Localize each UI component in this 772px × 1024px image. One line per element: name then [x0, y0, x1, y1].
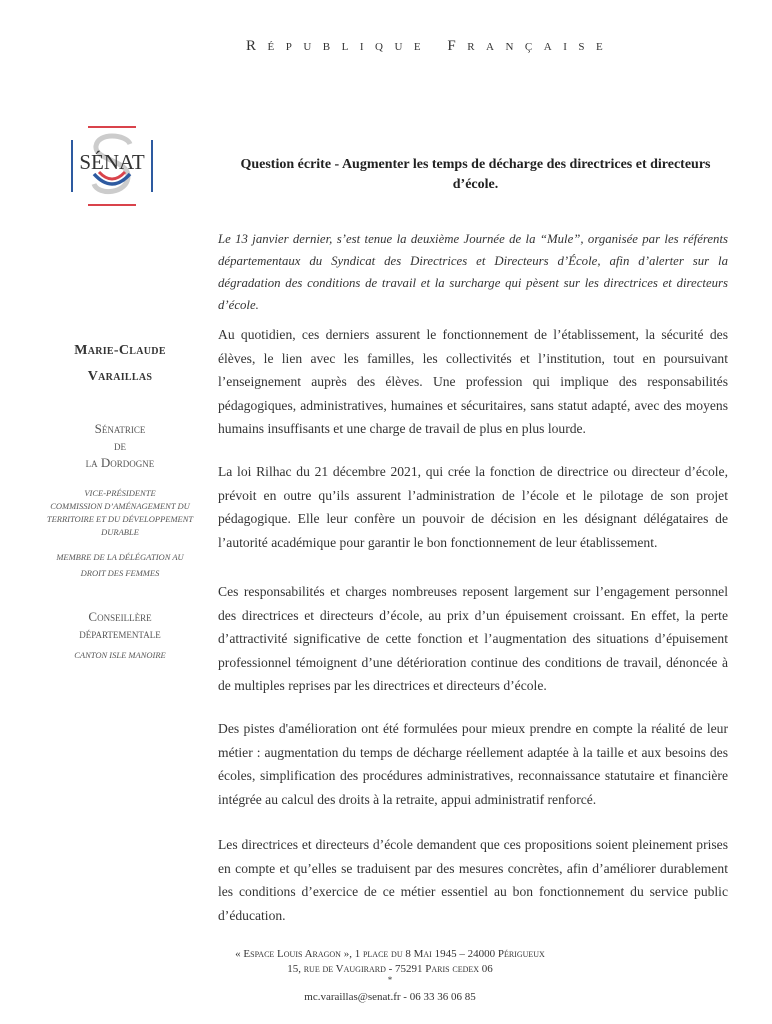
council-line: Conseillère	[88, 609, 152, 624]
mission-vice-presidente	[40, 487, 200, 539]
council-line: départementale	[79, 626, 161, 641]
name-last: Varaillas	[87, 369, 153, 384]
footer-address-perigueux: « Espace Louis Aragon », 1 place du 8 Mai 1945 – 24000 Périgueux	[235, 948, 545, 960]
role-line: de	[114, 438, 126, 453]
document-title: Question écrite - Augmenter les temps de décharge des directrices et directeurs d’école.	[240, 157, 711, 192]
senat-logo	[68, 124, 156, 208]
phone-number: 06 33 36 06 85	[409, 991, 476, 1003]
svg-text:SÉNAT: SÉNAT	[79, 150, 145, 174]
role-line: Sénatrice	[94, 421, 146, 436]
mission-line: VICE-PRÉSIDENTE	[84, 488, 156, 498]
senator-role	[40, 420, 200, 471]
mission-line: DURABLE	[101, 527, 139, 537]
header-text: République Française	[246, 38, 615, 54]
footer-separator: *	[387, 975, 393, 985]
body-paragraph: Au quotidien, ces derniers assurent le fonctionnement de l’établissement, la sécurité des élèves, le lien avec les familles, les collectivités et l’institution, tout en poursuivant l’enseignement auprès des élèves. Une profession qui implique des responsabilités pédagogiques, administratives, humaines et sécuritaires, sans statut adapté, avec des moyens humains insuffisants et une charge de travail de plus en plus lourde.	[218, 327, 728, 436]
contact-separator: -	[400, 991, 410, 1003]
senator-name	[40, 338, 200, 390]
intro-paragraph: Le 13 janvier dernier, s’est tenue la deuxième Journée de la “Mule”, organisée par les référents départementaux du Syndicat des Directrices et Directeurs d’École, afin d’alerter sur la dégradation des conditions de travail et la surcharge qui pèsent sur les directrices et directeurs d’école.	[218, 232, 728, 312]
mission-delegation	[40, 549, 200, 581]
body-paragraph: Des pistes d'amélioration ont été formulées pour mieux prendre en compte la réalité de leur métier : augmentation du temps de décharge réellement adaptée à la taille et aux besoins des écoles, simplification des procédures administratives, reconnaissance statutaire et financière intégrée au calcul des droits à la retraite, appui administratif renforcé.	[218, 721, 728, 807]
republique-francaise-header	[246, 38, 676, 55]
body-paragraph: La loi Rilhac du 21 décembre 2021, qui crée la fonction de directrice ou directeur d’école, prévoit en outre qu’ils assurent l’administration de l’école et le pilotage de son projet pédagogique. Elle leur confère un pouvoir de décision en les désignant délégataires de l’autorité académique pour garantir le bon fonctionnement de leur établissement.	[218, 464, 728, 550]
senat-logo-icon	[68, 124, 156, 208]
body-paragraph: Ces responsabilités et charges nombreuses reposent largement sur l’engagement personnel des directrices et directeurs d’école, au prix d’un épuisement croissant. En effet, la perte d’attractivité significative de cette fonction et l’augmentation des situations d’épuisement professionnel témoignent d’une détérioration continue des conditions de travail, dénoncée à de multiples reprises par les directrices et directeurs d’école.	[218, 584, 728, 693]
name-first: Marie-Claude	[74, 343, 166, 358]
footer-contact	[150, 990, 630, 1005]
council-role	[40, 608, 200, 642]
email-link[interactable]: mc.varaillas@senat.fr	[304, 991, 401, 1003]
body-paragraph: Les directrices et directeurs d’école demandent que ces propositions soient pleinement prises en compte et qu’elles se traduisent par des mesures concrètes, afin d’améliorer durablement les conditions d’exercice de ce métier essentiel au bon fonctionnement du service public d’éducation.	[218, 837, 728, 923]
canton: CANTON ISLE MANOIRE	[74, 650, 166, 660]
footer-address-paris: 15, rue de Vaugirard - 75291 Paris cedex 06	[287, 963, 493, 975]
mission-line: TERRITOIRE ET DU DÉVELOPPEMENT	[46, 514, 194, 524]
mission-line: COMMISSION D’AMÉNAGEMENT DU	[50, 501, 190, 511]
mission-line: MEMBRE DE LA DÉLÉGATION AU	[56, 552, 184, 562]
mission-line: DROIT DES FEMMES	[80, 568, 160, 578]
role-line: la Dordogne	[85, 455, 155, 470]
